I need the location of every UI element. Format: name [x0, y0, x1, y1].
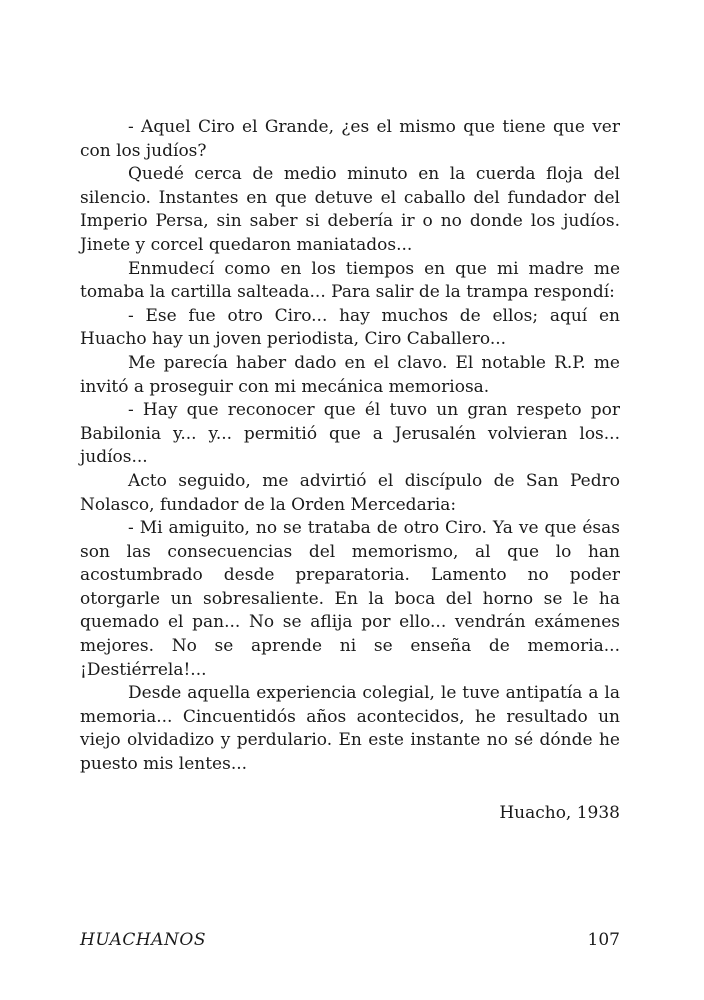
paragraph-7: Acto seguido, me advirtió el discípulo de San Pedro Nolasco, fundador de la Orden Mercedaria:: [80, 470, 620, 515]
paragraph-4: - Ese fue otro Ciro... hay muchos de ellos; aquí en Huacho hay un joven periodista, Ciro Caballero...: [80, 305, 620, 350]
place-date-signature: Huacho, 1938: [499, 802, 620, 823]
paragraph-3: Enmudecí como en los tiempos en que mi madre me tomaba la cartilla salteada... Para salir de la trampa respondí:: [80, 258, 620, 303]
paragraph-5: Me parecía haber dado en el clavo. El notable R.P. me invitó a proseguir con mi mecánica memoriosa.: [80, 352, 620, 397]
paragraph-8: - Mi amiguito, no se trataba de otro Ciro. Ya ve que ésas son las consecuencias del memorismo, al que lo han acostumbrado desde preparatoria. Lamento no poder otorgarle un sobresaliente. En la boca del horno se le ha quemado el pan... No se aflija por ello... vendrán exámenes mejores. No se aprende ni se enseña de memoria... ¡Destiérrela!...: [80, 518, 620, 680]
running-title: HUACHANOS: [80, 930, 206, 950]
page-footer: [80, 928, 620, 952]
page-number: 107: [587, 930, 620, 950]
body-text: [80, 116, 620, 825]
paragraph-2: Quedé cerca de medio minuto en la cuerda floja del silencio. Instantes en que detuve el caballo del fundador del Imperio Persa, sin saber si debería ir o no donde los judíos. Jinete y corcel quedaron maniatados...: [80, 164, 620, 255]
paragraph-6: - Hay que reconocer que él tuvo un gran respeto por Babilonia y... y... permitió que a Jerusalén volvieran los... judíos...: [80, 400, 620, 468]
paragraph-9: Desde aquella experiencia colegial, le tuve antipatía a la memoria... Cincuentidós años acontecidos, he resultado un viejo olvidadizo y perdulario. En este instante no sé dónde he puesto mis lentes...: [80, 683, 620, 775]
paragraph-1: - Aquel Ciro el Grande, ¿es el mismo que tiene que ver con los judíos?: [80, 117, 620, 161]
